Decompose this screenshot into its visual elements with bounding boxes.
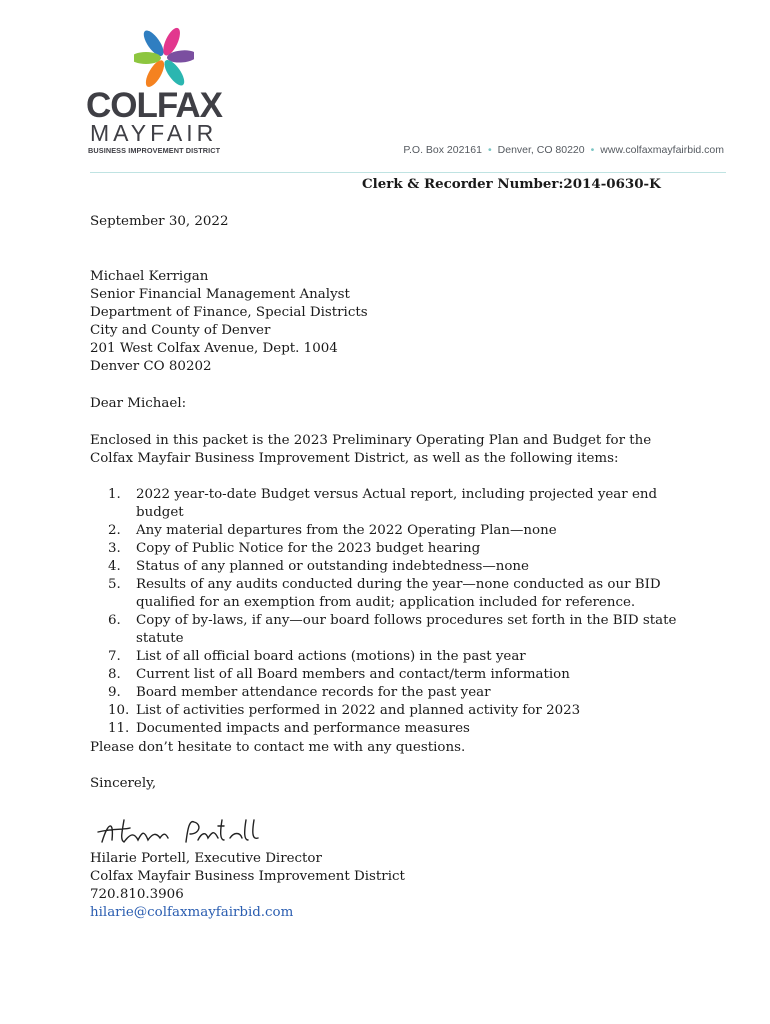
recorder-number: Clerk & Recorder Number:2014-0630-K	[362, 176, 661, 192]
list-item: 3. Copy of Public Notice for the 2023 budget hearing	[108, 541, 481, 556]
list-item: 1. 2022 year-to-date Budget versus Actual report, including projected year end budget	[108, 487, 658, 520]
list-item: 4. Status of any planned or outstanding indebtedness—none	[108, 559, 529, 574]
logo-tagline: BUSINESS IMPROVEMENT DISTRICT	[88, 146, 221, 155]
recipient-line: Denver CO 80202	[90, 359, 212, 374]
signer-name-title: Hilarie Portell, Executive Director	[90, 851, 322, 866]
letter-date: September 30, 2022	[90, 214, 229, 229]
signer-phone: 720.810.3906	[90, 887, 184, 902]
enclosure-list	[108, 486, 708, 738]
recipient-line: Senior Financial Management Analyst	[90, 287, 350, 302]
recipient-line: Department of Finance, Special Districts	[90, 305, 368, 320]
letterhead-contact	[403, 144, 724, 156]
closing-line: Please don’t hesitate to contact me with any questions.	[90, 740, 466, 755]
logo-wordmark-mayfair: MAYFAIR	[90, 120, 218, 146]
colfax-mayfair-logo	[86, 24, 236, 156]
recipient-address	[90, 268, 368, 376]
list-item: 6. Copy of by-laws, if any—our board follows procedures set forth in the BID state statute	[108, 613, 677, 646]
sign-off: Sincerely,	[90, 776, 157, 791]
salutation: Dear Michael:	[90, 396, 187, 411]
signer-organization: Colfax Mayfair Business Improvement District	[90, 869, 405, 884]
signer-email-link[interactable]: hilarie@colfaxmayfairbid.com	[90, 905, 294, 920]
logo-wordmark-colfax: COLFAX	[86, 86, 222, 125]
handwritten-signature	[94, 812, 264, 852]
recipient-line: City and County of Denver	[90, 323, 271, 338]
list-item: 9. Board member attendance records for the past year	[108, 685, 491, 700]
list-item: 7. List of all official board actions (motions) in the past year	[108, 649, 526, 664]
flower-logo-icon	[134, 24, 194, 92]
list-item: 2. Any material departures from the 2022 Operating Plan—none	[108, 523, 557, 538]
list-item: 10. List of activities performed in 2022 and planned activity for 2023	[108, 703, 581, 718]
contact-city: Denver, CO 80220	[497, 144, 585, 156]
recipient-line: 201 West Colfax Avenue, Dept. 1004	[90, 341, 338, 356]
contact-website-link[interactable]: www.colfaxmayfairbid.com	[600, 144, 724, 156]
recipient-line: Michael Kerrigan	[90, 269, 209, 284]
header-divider	[90, 172, 726, 173]
signer-block	[90, 850, 405, 922]
list-item: 11. Documented impacts and performance measures	[108, 721, 470, 736]
list-item: 8. Current list of all Board members and contact/term information	[108, 667, 570, 682]
list-item: 5. Results of any audits conducted during the year—none conducted as our BID qualified for an exemption from audit; application included for reference.	[108, 577, 661, 610]
contact-po-box: P.O. Box 202161	[403, 144, 482, 156]
separator-dot-icon: •	[590, 144, 595, 156]
intro-paragraph: Enclosed in this packet is the 2023 Preliminary Operating Plan and Budget for the Colfax Mayfair Business Improvement District, as well as the following items:	[90, 433, 652, 466]
separator-dot-icon: •	[487, 144, 492, 156]
